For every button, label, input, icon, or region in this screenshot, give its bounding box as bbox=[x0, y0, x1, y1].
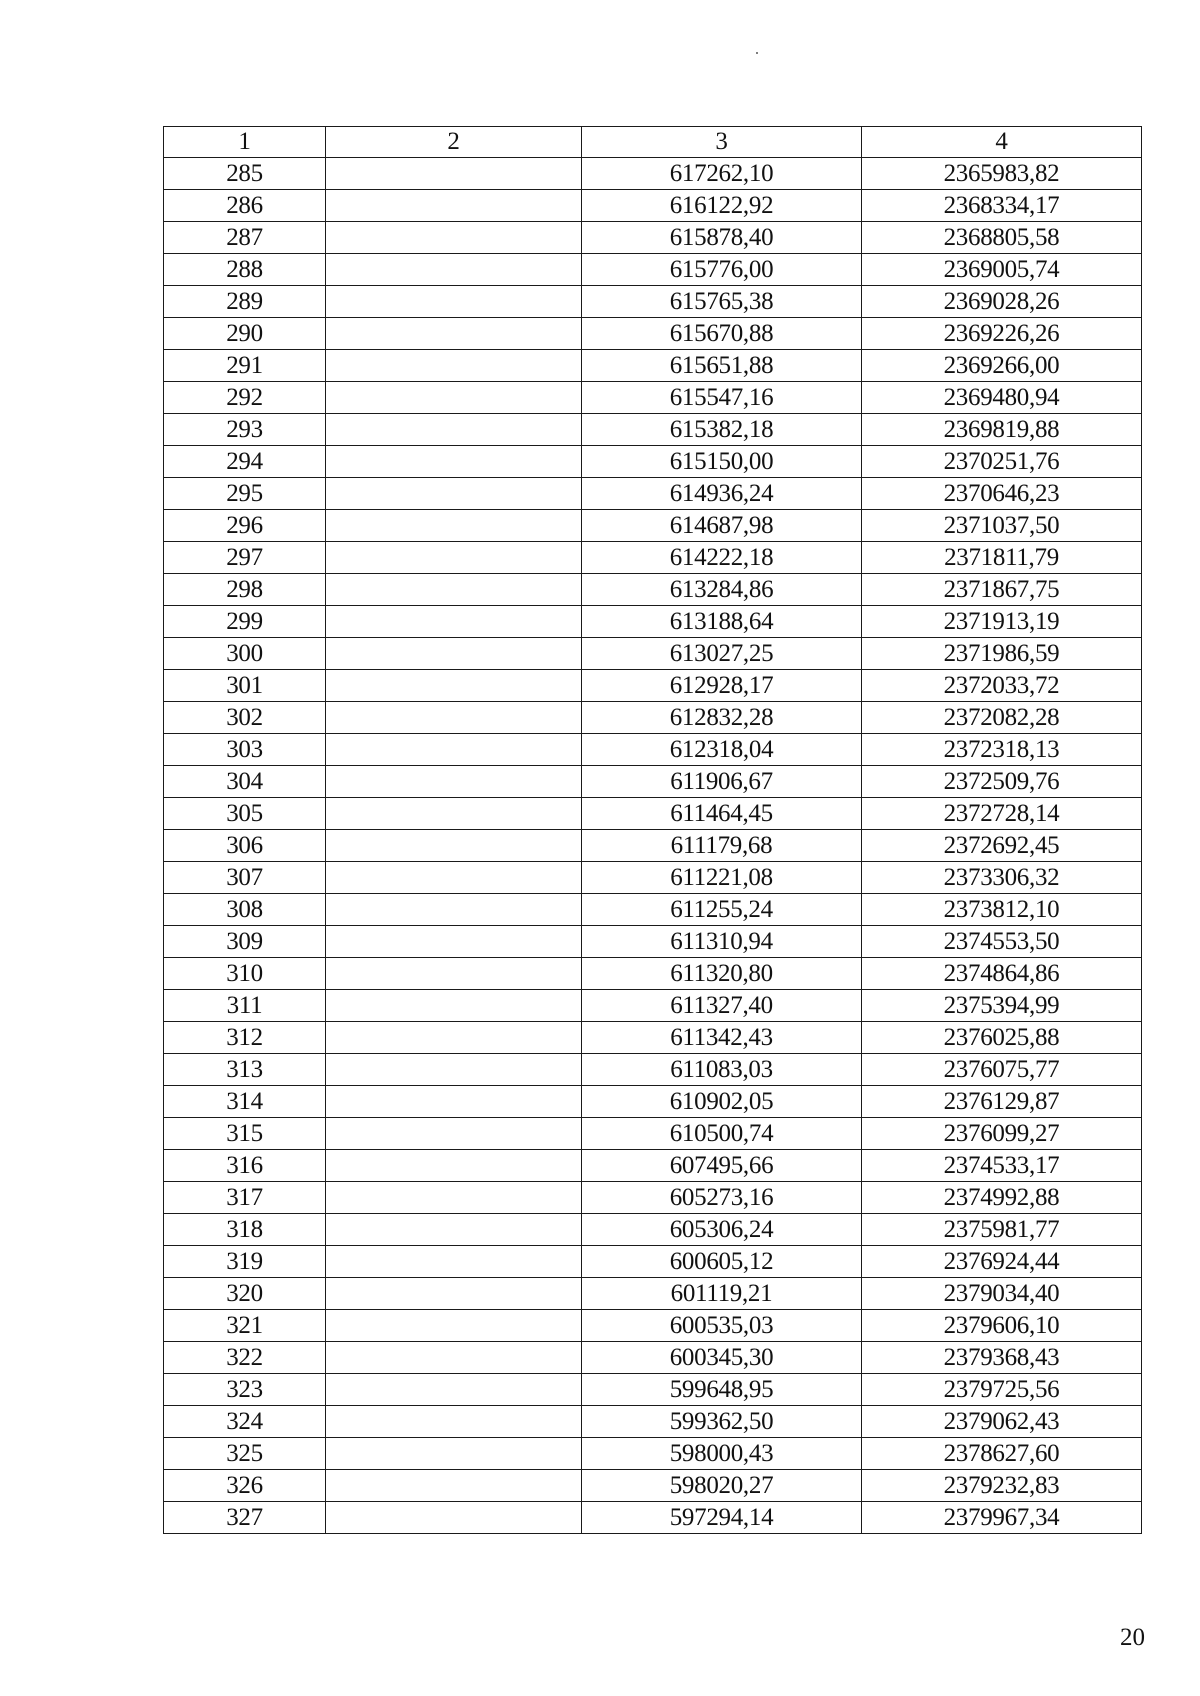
y-coordinate-cell: 2376025,88 bbox=[862, 1022, 1142, 1054]
y-coordinate-cell: 2374864,86 bbox=[862, 958, 1142, 990]
point-number-cell: 290 bbox=[164, 318, 326, 350]
y-coordinate-cell: 2379062,43 bbox=[862, 1406, 1142, 1438]
point-number-cell: 315 bbox=[164, 1118, 326, 1150]
y-coordinate-cell: 2365983,82 bbox=[862, 158, 1142, 190]
table-row bbox=[164, 1342, 1142, 1374]
point-number-cell: 285 bbox=[164, 158, 326, 190]
point-number-cell: 298 bbox=[164, 574, 326, 606]
y-coordinate-cell: 2369028,26 bbox=[862, 286, 1142, 318]
x-coordinate-cell: 613284,86 bbox=[582, 574, 862, 606]
table-row bbox=[164, 1278, 1142, 1310]
x-coordinate-cell: 598000,43 bbox=[582, 1438, 862, 1470]
point-number-cell: 302 bbox=[164, 702, 326, 734]
x-coordinate-cell: 600345,30 bbox=[582, 1342, 862, 1374]
x-coordinate-cell: 614936,24 bbox=[582, 478, 862, 510]
description-cell bbox=[326, 510, 582, 542]
x-coordinate-cell: 611320,80 bbox=[582, 958, 862, 990]
x-coordinate-cell: 610500,74 bbox=[582, 1118, 862, 1150]
description-cell bbox=[326, 286, 582, 318]
point-number-cell: 316 bbox=[164, 1150, 326, 1182]
description-cell bbox=[326, 1438, 582, 1470]
description-cell bbox=[326, 990, 582, 1022]
x-coordinate-cell: 615547,16 bbox=[582, 382, 862, 414]
description-cell bbox=[326, 1150, 582, 1182]
description-cell bbox=[326, 414, 582, 446]
table-row bbox=[164, 766, 1142, 798]
description-cell bbox=[326, 766, 582, 798]
table-row bbox=[164, 446, 1142, 478]
description-cell bbox=[326, 350, 582, 382]
point-number-cell: 309 bbox=[164, 926, 326, 958]
y-coordinate-cell: 2370646,23 bbox=[862, 478, 1142, 510]
table-row bbox=[164, 1374, 1142, 1406]
x-coordinate-cell: 617262,10 bbox=[582, 158, 862, 190]
point-number-cell: 317 bbox=[164, 1182, 326, 1214]
point-number-cell: 295 bbox=[164, 478, 326, 510]
description-cell bbox=[326, 1086, 582, 1118]
x-coordinate-cell: 615878,40 bbox=[582, 222, 862, 254]
x-coordinate-cell: 614687,98 bbox=[582, 510, 862, 542]
table-row bbox=[164, 318, 1142, 350]
table-row bbox=[164, 798, 1142, 830]
x-coordinate-cell: 611083,03 bbox=[582, 1054, 862, 1086]
table-row bbox=[164, 1118, 1142, 1150]
point-number-cell: 303 bbox=[164, 734, 326, 766]
table-row bbox=[164, 702, 1142, 734]
description-cell bbox=[326, 382, 582, 414]
point-number-cell: 325 bbox=[164, 1438, 326, 1470]
y-coordinate-cell: 2372318,13 bbox=[862, 734, 1142, 766]
table-row bbox=[164, 638, 1142, 670]
scan-speck bbox=[756, 52, 758, 54]
table-row bbox=[164, 510, 1142, 542]
description-cell bbox=[326, 222, 582, 254]
description-cell bbox=[326, 862, 582, 894]
y-coordinate-cell: 2376099,27 bbox=[862, 1118, 1142, 1150]
point-number-cell: 304 bbox=[164, 766, 326, 798]
y-coordinate-cell: 2378627,60 bbox=[862, 1438, 1142, 1470]
table-row bbox=[164, 606, 1142, 638]
x-coordinate-cell: 615651,88 bbox=[582, 350, 862, 382]
x-coordinate-cell: 600605,12 bbox=[582, 1246, 862, 1278]
description-cell bbox=[326, 670, 582, 702]
table-body bbox=[164, 158, 1142, 1534]
description-cell bbox=[326, 1406, 582, 1438]
point-number-cell: 314 bbox=[164, 1086, 326, 1118]
table-row bbox=[164, 574, 1142, 606]
x-coordinate-cell: 611906,67 bbox=[582, 766, 862, 798]
y-coordinate-cell: 2375394,99 bbox=[862, 990, 1142, 1022]
y-coordinate-cell: 2379034,40 bbox=[862, 1278, 1142, 1310]
point-number-cell: 318 bbox=[164, 1214, 326, 1246]
table-row bbox=[164, 542, 1142, 574]
point-number-cell: 289 bbox=[164, 286, 326, 318]
point-number-cell: 313 bbox=[164, 1054, 326, 1086]
description-cell bbox=[326, 1182, 582, 1214]
description-cell bbox=[326, 830, 582, 862]
table-row bbox=[164, 990, 1142, 1022]
table-row bbox=[164, 926, 1142, 958]
point-number-cell: 299 bbox=[164, 606, 326, 638]
y-coordinate-cell: 2371867,75 bbox=[862, 574, 1142, 606]
x-coordinate-cell: 607495,66 bbox=[582, 1150, 862, 1182]
point-number-cell: 326 bbox=[164, 1470, 326, 1502]
description-cell bbox=[326, 478, 582, 510]
x-coordinate-cell: 611221,08 bbox=[582, 862, 862, 894]
point-number-cell: 323 bbox=[164, 1374, 326, 1406]
table-row bbox=[164, 830, 1142, 862]
y-coordinate-cell: 2369226,26 bbox=[862, 318, 1142, 350]
x-coordinate-cell: 611179,68 bbox=[582, 830, 862, 862]
point-number-cell: 294 bbox=[164, 446, 326, 478]
description-cell bbox=[326, 542, 582, 574]
x-coordinate-cell: 614222,18 bbox=[582, 542, 862, 574]
y-coordinate-cell: 2372033,72 bbox=[862, 670, 1142, 702]
y-coordinate-cell: 2379368,43 bbox=[862, 1342, 1142, 1374]
point-number-cell: 288 bbox=[164, 254, 326, 286]
table-row bbox=[164, 1022, 1142, 1054]
y-coordinate-cell: 2371986,59 bbox=[862, 638, 1142, 670]
description-cell bbox=[326, 318, 582, 350]
y-coordinate-cell: 2371811,79 bbox=[862, 542, 1142, 574]
description-cell bbox=[326, 1310, 582, 1342]
y-coordinate-cell: 2372728,14 bbox=[862, 798, 1142, 830]
table-row bbox=[164, 286, 1142, 318]
description-cell bbox=[326, 798, 582, 830]
y-coordinate-cell: 2369266,00 bbox=[862, 350, 1142, 382]
header-cell-2: 2 bbox=[326, 127, 582, 158]
y-coordinate-cell: 2376924,44 bbox=[862, 1246, 1142, 1278]
table-header-row bbox=[164, 127, 1142, 158]
point-number-cell: 327 bbox=[164, 1502, 326, 1534]
x-coordinate-cell: 613027,25 bbox=[582, 638, 862, 670]
table-row bbox=[164, 1246, 1142, 1278]
x-coordinate-cell: 611464,45 bbox=[582, 798, 862, 830]
table-row bbox=[164, 254, 1142, 286]
table-row bbox=[164, 1054, 1142, 1086]
description-cell bbox=[326, 926, 582, 958]
description-cell bbox=[326, 1022, 582, 1054]
point-number-cell: 292 bbox=[164, 382, 326, 414]
x-coordinate-cell: 611310,94 bbox=[582, 926, 862, 958]
table-row bbox=[164, 670, 1142, 702]
description-cell bbox=[326, 190, 582, 222]
point-number-cell: 312 bbox=[164, 1022, 326, 1054]
x-coordinate-cell: 611255,24 bbox=[582, 894, 862, 926]
x-coordinate-cell: 615670,88 bbox=[582, 318, 862, 350]
x-coordinate-cell: 612832,28 bbox=[582, 702, 862, 734]
y-coordinate-cell: 2370251,76 bbox=[862, 446, 1142, 478]
y-coordinate-cell: 2373306,32 bbox=[862, 862, 1142, 894]
point-number-cell: 307 bbox=[164, 862, 326, 894]
x-coordinate-cell: 611327,40 bbox=[582, 990, 862, 1022]
x-coordinate-cell: 613188,64 bbox=[582, 606, 862, 638]
x-coordinate-cell: 599362,50 bbox=[582, 1406, 862, 1438]
page-number: 20 bbox=[1120, 1624, 1145, 1651]
table-row bbox=[164, 382, 1142, 414]
table-row bbox=[164, 1086, 1142, 1118]
y-coordinate-cell: 2374992,88 bbox=[862, 1182, 1142, 1214]
x-coordinate-cell: 615765,38 bbox=[582, 286, 862, 318]
description-cell bbox=[326, 574, 582, 606]
table-row bbox=[164, 190, 1142, 222]
table-row bbox=[164, 350, 1142, 382]
table-row bbox=[164, 478, 1142, 510]
point-number-cell: 324 bbox=[164, 1406, 326, 1438]
x-coordinate-cell: 610902,05 bbox=[582, 1086, 862, 1118]
description-cell bbox=[326, 1502, 582, 1534]
table-row bbox=[164, 1438, 1142, 1470]
y-coordinate-cell: 2379967,34 bbox=[862, 1502, 1142, 1534]
description-cell bbox=[326, 1054, 582, 1086]
x-coordinate-cell: 615150,00 bbox=[582, 446, 862, 478]
y-coordinate-cell: 2369819,88 bbox=[862, 414, 1142, 446]
y-coordinate-cell: 2369480,94 bbox=[862, 382, 1142, 414]
table-row bbox=[164, 1150, 1142, 1182]
point-number-cell: 319 bbox=[164, 1246, 326, 1278]
point-number-cell: 293 bbox=[164, 414, 326, 446]
y-coordinate-cell: 2374553,50 bbox=[862, 926, 1142, 958]
y-coordinate-cell: 2379725,56 bbox=[862, 1374, 1142, 1406]
y-coordinate-cell: 2379606,10 bbox=[862, 1310, 1142, 1342]
y-coordinate-cell: 2372692,45 bbox=[862, 830, 1142, 862]
x-coordinate-cell: 612928,17 bbox=[582, 670, 862, 702]
x-coordinate-cell: 616122,92 bbox=[582, 190, 862, 222]
x-coordinate-cell: 598020,27 bbox=[582, 1470, 862, 1502]
description-cell bbox=[326, 446, 582, 478]
description-cell bbox=[326, 158, 582, 190]
description-cell bbox=[326, 1246, 582, 1278]
y-coordinate-cell: 2374533,17 bbox=[862, 1150, 1142, 1182]
table-row bbox=[164, 1310, 1142, 1342]
x-coordinate-cell: 605273,16 bbox=[582, 1182, 862, 1214]
header-cell-1: 1 bbox=[164, 127, 326, 158]
x-coordinate-cell: 612318,04 bbox=[582, 734, 862, 766]
x-coordinate-cell: 615382,18 bbox=[582, 414, 862, 446]
point-number-cell: 287 bbox=[164, 222, 326, 254]
y-coordinate-cell: 2375981,77 bbox=[862, 1214, 1142, 1246]
description-cell bbox=[326, 1214, 582, 1246]
description-cell bbox=[326, 638, 582, 670]
x-coordinate-cell: 597294,14 bbox=[582, 1502, 862, 1534]
y-coordinate-cell: 2371037,50 bbox=[862, 510, 1142, 542]
point-number-cell: 321 bbox=[164, 1310, 326, 1342]
description-cell bbox=[326, 1342, 582, 1374]
table-row bbox=[164, 414, 1142, 446]
description-cell bbox=[326, 734, 582, 766]
point-number-cell: 296 bbox=[164, 510, 326, 542]
description-cell bbox=[326, 702, 582, 734]
point-number-cell: 308 bbox=[164, 894, 326, 926]
point-number-cell: 311 bbox=[164, 990, 326, 1022]
x-coordinate-cell: 601119,21 bbox=[582, 1278, 862, 1310]
header-cell-3: 3 bbox=[582, 127, 862, 158]
table-row bbox=[164, 958, 1142, 990]
y-coordinate-cell: 2368334,17 bbox=[862, 190, 1142, 222]
description-cell bbox=[326, 1278, 582, 1310]
table-row bbox=[164, 734, 1142, 766]
description-cell bbox=[326, 894, 582, 926]
coordinates-table bbox=[163, 126, 1142, 1534]
description-cell bbox=[326, 606, 582, 638]
y-coordinate-cell: 2368805,58 bbox=[862, 222, 1142, 254]
y-coordinate-cell: 2376129,87 bbox=[862, 1086, 1142, 1118]
point-number-cell: 297 bbox=[164, 542, 326, 574]
table-row bbox=[164, 222, 1142, 254]
x-coordinate-cell: 611342,43 bbox=[582, 1022, 862, 1054]
point-number-cell: 320 bbox=[164, 1278, 326, 1310]
y-coordinate-cell: 2371913,19 bbox=[862, 606, 1142, 638]
x-coordinate-cell: 600535,03 bbox=[582, 1310, 862, 1342]
point-number-cell: 286 bbox=[164, 190, 326, 222]
point-number-cell: 300 bbox=[164, 638, 326, 670]
point-number-cell: 301 bbox=[164, 670, 326, 702]
point-number-cell: 305 bbox=[164, 798, 326, 830]
x-coordinate-cell: 599648,95 bbox=[582, 1374, 862, 1406]
point-number-cell: 310 bbox=[164, 958, 326, 990]
y-coordinate-cell: 2372082,28 bbox=[862, 702, 1142, 734]
y-coordinate-cell: 2372509,76 bbox=[862, 766, 1142, 798]
description-cell bbox=[326, 1374, 582, 1406]
description-cell bbox=[326, 254, 582, 286]
x-coordinate-cell: 615776,00 bbox=[582, 254, 862, 286]
table-row bbox=[164, 158, 1142, 190]
description-cell bbox=[326, 1470, 582, 1502]
y-coordinate-cell: 2376075,77 bbox=[862, 1054, 1142, 1086]
table-row bbox=[164, 862, 1142, 894]
table-row bbox=[164, 1502, 1142, 1534]
y-coordinate-cell: 2373812,10 bbox=[862, 894, 1142, 926]
point-number-cell: 322 bbox=[164, 1342, 326, 1374]
point-number-cell: 291 bbox=[164, 350, 326, 382]
table-row bbox=[164, 1406, 1142, 1438]
header-cell-4: 4 bbox=[862, 127, 1142, 158]
table-row bbox=[164, 1182, 1142, 1214]
table-row bbox=[164, 1214, 1142, 1246]
x-coordinate-cell: 605306,24 bbox=[582, 1214, 862, 1246]
table-row bbox=[164, 894, 1142, 926]
y-coordinate-cell: 2379232,83 bbox=[862, 1470, 1142, 1502]
table-row bbox=[164, 1470, 1142, 1502]
description-cell bbox=[326, 1118, 582, 1150]
y-coordinate-cell: 2369005,74 bbox=[862, 254, 1142, 286]
point-number-cell: 306 bbox=[164, 830, 326, 862]
description-cell bbox=[326, 958, 582, 990]
